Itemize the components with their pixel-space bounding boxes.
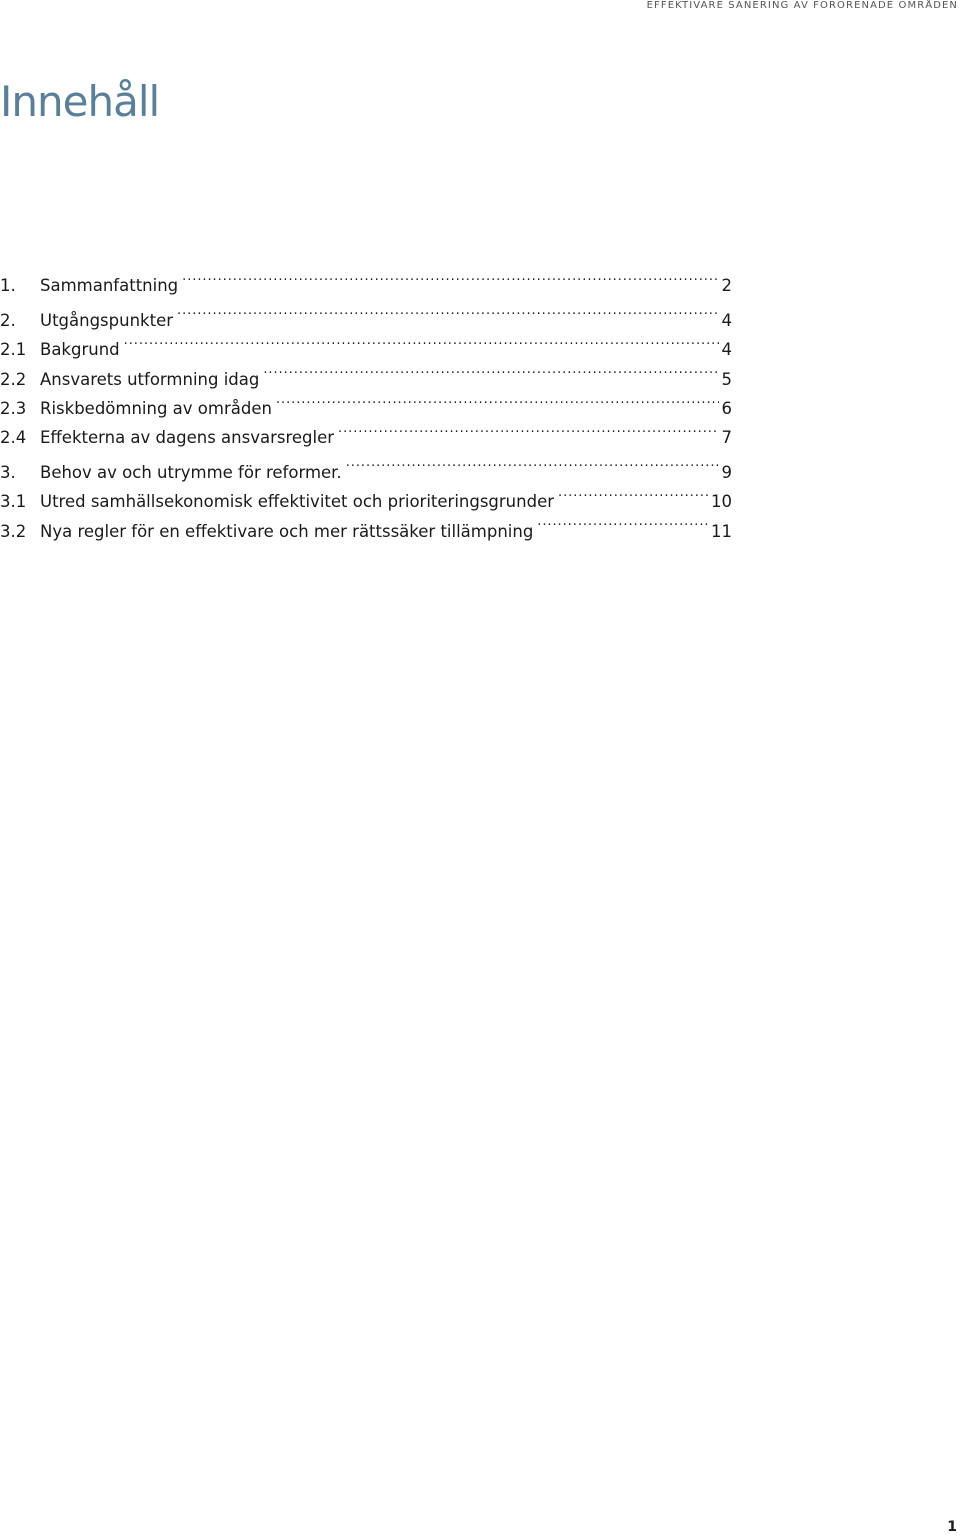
toc-dot-leader xyxy=(558,478,708,507)
toc-dot-leader xyxy=(346,448,719,477)
toc-dot-leader xyxy=(182,262,718,291)
toc-entry-title: Sammanfattning xyxy=(40,276,179,296)
page-title: Innehåll xyxy=(0,77,160,126)
toc-entry-number: 1. xyxy=(0,276,16,296)
toc-entry-title: Ansvarets utformning idag xyxy=(40,369,260,389)
toc-entry[interactable] xyxy=(0,296,732,330)
toc-entry-number: 2.4 xyxy=(0,428,27,448)
toc-entry-title: Utred samhällsekonomisk effektivitet och prioriteringsgrunder xyxy=(40,492,555,512)
toc-entry-number: 3.1 xyxy=(0,492,27,512)
toc-entry-title: Riskbedömning av områden xyxy=(40,398,272,418)
toc-entry-number: 3. xyxy=(0,462,16,482)
toc-entry-number: 2.1 xyxy=(0,340,27,360)
toc-entry-page: 2 xyxy=(721,276,732,296)
page-number: 1 xyxy=(947,1519,957,1535)
toc-entry-page: 4 xyxy=(721,310,732,330)
toc-dot-leader xyxy=(338,414,718,443)
toc-entry-page: 6 xyxy=(721,398,732,418)
toc-dot-leader xyxy=(124,326,719,355)
toc-entry-page: 9 xyxy=(721,462,732,482)
toc-entry[interactable] xyxy=(0,262,732,296)
toc-entry-page: 7 xyxy=(721,428,732,448)
toc-entry-page: 11 xyxy=(711,521,732,541)
toc-dot-leader xyxy=(263,355,718,384)
toc-entry-title: Bakgrund xyxy=(40,340,120,360)
toc-entry-page: 4 xyxy=(721,340,732,360)
toc-entry-number: 2.3 xyxy=(0,398,27,418)
running-header: EFFEKTIVARE SANERING AV FÖRORENADE OMRÅDEN xyxy=(646,0,958,11)
toc-entry-page: 5 xyxy=(721,369,732,389)
toc-entry-number: 3.2 xyxy=(0,521,27,541)
table-of-contents xyxy=(0,262,732,541)
toc-entry-number: 2. xyxy=(0,310,16,330)
toc-dot-leader xyxy=(177,296,718,325)
toc-entry-number: 2.2 xyxy=(0,369,27,389)
toc-entry-title: Nya regler för en effektivare och mer rättssäker tillämpning xyxy=(40,521,534,541)
toc-dot-leader xyxy=(537,507,708,536)
toc-entry[interactable] xyxy=(0,448,732,482)
toc-entry-title: Effekterna av dagens ansvarsregler xyxy=(40,428,335,448)
toc-entry-title: Behov av och utrymme för reformer. xyxy=(40,462,342,482)
toc-dot-leader xyxy=(276,385,719,414)
toc-entry-page: 10 xyxy=(711,492,732,512)
toc-entry-title: Utgångspunkter xyxy=(40,310,174,330)
